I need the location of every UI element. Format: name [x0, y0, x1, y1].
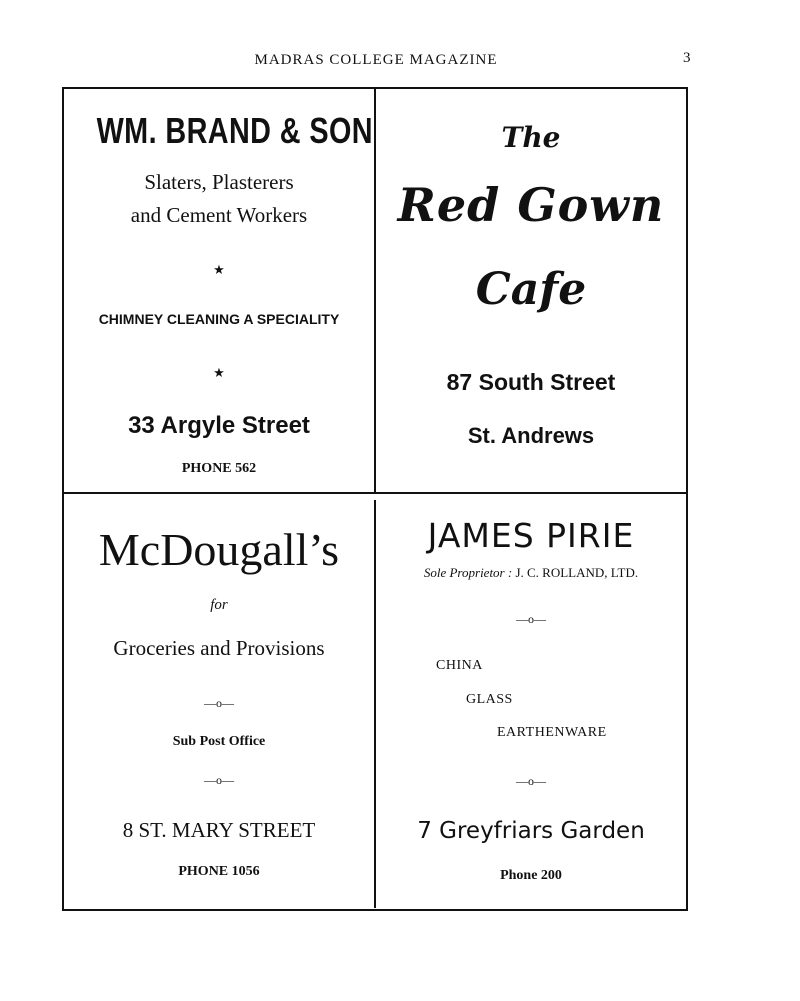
vertical-divider-top: [374, 89, 376, 492]
advert-pirie-proprietor: [378, 565, 684, 581]
advert-brand-phone: PHONE 562: [181, 461, 257, 476]
advert-cafe-title-line2: Red Gown: [397, 178, 665, 232]
advert-pirie-item: EARTHENWARE: [497, 725, 607, 740]
advert-pirie-name: JAMES PIRIE: [427, 516, 635, 555]
horizontal-divider: [64, 492, 686, 494]
divider-ornament: —o—: [204, 696, 234, 710]
advert-cafe-title-line3: Cafe: [475, 264, 587, 315]
advert-pirie-address: 7 Greyfriars Garden: [417, 818, 645, 844]
divider-ornament: —o—: [516, 774, 546, 788]
advert-pirie-proprietor-name: J. C. ROLLAND, LTD.: [515, 565, 639, 580]
advert-pirie-item: CHINA: [436, 658, 483, 673]
star-ornament: ★: [213, 365, 225, 380]
advert-mcdougall-name: McDougall’s: [98, 524, 340, 575]
advert-brand-name: WM. BRAND & SON: [96, 110, 373, 151]
advert-brand-speciality: CHIMNEY CLEANING A SPECIALITY: [98, 311, 340, 327]
advert-cafe-town: St. Andrews: [467, 423, 595, 448]
star-ornament: ★: [213, 262, 225, 277]
advert-mcdougall-goods: Groceries and Provisions: [113, 636, 325, 660]
page-header-title: MADRAS COLLEGE MAGAZINE: [254, 52, 498, 68]
advert-mcdougall-address: 8 ST. MARY STREET: [122, 818, 316, 842]
page-number: 3: [683, 50, 691, 66]
advert-brand-trade-line1: Slaters, Plasterers: [144, 170, 294, 194]
advert-mcdougall-post-office: Sub Post Office: [172, 734, 266, 749]
advert-cafe-title-line1: The: [501, 121, 561, 154]
advert-mcdougall-for: for: [210, 597, 228, 613]
divider-ornament: —o—: [204, 773, 234, 787]
divider-ornament: —o—: [516, 612, 546, 626]
advert-pirie-item: GLASS: [466, 692, 513, 707]
advert-brand-trade-line2: and Cement Workers: [130, 203, 308, 227]
advert-pirie-proprietor-label: Sole Proprietor :: [423, 565, 513, 580]
advert-pirie-phone: Phone 200: [500, 868, 562, 883]
advert-mcdougall-phone: PHONE 1056: [178, 864, 260, 879]
vertical-divider-bottom: [374, 500, 376, 908]
advert-brand-address: 33 Argyle Street: [128, 412, 310, 439]
advert-cafe-address: 87 South Street: [446, 369, 616, 395]
